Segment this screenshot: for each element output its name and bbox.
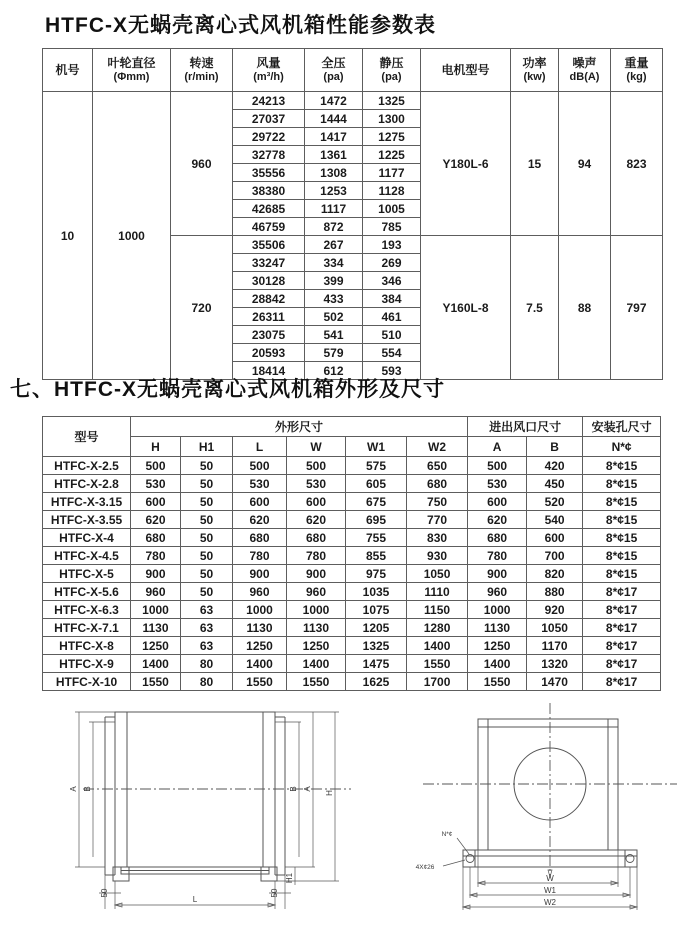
cell: 600 [233,493,287,511]
table-row [43,493,661,511]
cell: 50 [181,457,233,475]
cell: 600 [527,529,583,547]
cell: 500 [131,457,181,475]
cell: 1250 [131,637,181,655]
cell: 399 [305,272,363,290]
cell: 28842 [233,290,305,308]
cell: 1250 [233,637,287,655]
cell: 8*¢15 [583,565,661,583]
cell: 620 [233,511,287,529]
cell: 1400 [287,655,346,673]
cell: 695 [346,511,407,529]
cell: 554 [363,344,421,362]
col-header-W2: W2 [407,437,468,457]
cell-noise: 94 [559,92,611,236]
cell: 830 [407,529,468,547]
table-row [43,583,661,601]
col-header-B: B [527,437,583,457]
cell: 620 [287,511,346,529]
leader-label-hole-size: 4X¢26 [415,864,435,871]
dim-label-50-right: 50 [270,888,279,898]
cell-model: HTFC-X-3.55 [43,511,131,529]
col-header-L: L [233,437,287,457]
cell-model: HTFC-X-10 [43,673,131,691]
table-row [43,673,661,691]
cell: 620 [131,511,181,529]
cell: 1128 [363,182,421,200]
cell-motor-model: Y160L-8 [421,236,511,380]
cell: 50 [181,565,233,583]
cell: 30128 [233,272,305,290]
cell: 1300 [363,110,421,128]
col-header-noise: 噪声 dB(A) [559,49,611,92]
col-header-static-pressure: 静压 (pa) [363,49,421,92]
cell: 650 [407,457,468,475]
cell: 820 [527,565,583,583]
cell: 193 [363,236,421,254]
dim-label-h: H [325,790,334,796]
cell: 1225 [363,146,421,164]
cell: 1050 [407,565,468,583]
cell: 900 [233,565,287,583]
cell: 8*¢15 [583,511,661,529]
cell: 32778 [233,146,305,164]
cell: 770 [407,511,468,529]
cell: 1475 [346,655,407,673]
cell: 750 [407,493,468,511]
cell: 675 [346,493,407,511]
cell: 1400 [233,655,287,673]
cell: 530 [131,475,181,493]
cell: 1110 [407,583,468,601]
cell: 8*¢17 [583,601,661,619]
cell: 50 [181,493,233,511]
dimensions-table-title: 七、HTFC-X无蜗壳离心式风机箱外形及尺寸 [10,378,445,401]
cell-speed: 720 [171,236,233,380]
cell: 46759 [233,218,305,236]
cell: 20593 [233,344,305,362]
cell: 433 [305,290,363,308]
cell: 700 [527,547,583,565]
front-view-labels [416,831,557,907]
cell-machine-no: 10 [43,92,93,380]
side-view-casing [105,712,285,881]
cell: 18414 [233,362,305,380]
cell: 975 [346,565,407,583]
cell: 33247 [233,254,305,272]
cell: 420 [527,457,583,475]
cell: 27037 [233,110,305,128]
cell-model: HTFC-X-2.8 [43,475,131,493]
dim-label-l: L [192,895,198,904]
performance-table-title: HTFC-X无蜗壳离心式风机箱性能参数表 [45,14,436,37]
cell: 1000 [287,601,346,619]
cell: 1130 [287,619,346,637]
table-row [43,565,661,583]
cell: 605 [346,475,407,493]
col-header-air-volume: 风量 (m³/h) [233,49,305,92]
cell-model: HTFC-X-5.6 [43,583,131,601]
cell: 593 [363,362,421,380]
cell: 8*¢17 [583,673,661,691]
cell: 620 [468,511,527,529]
cell: 1150 [407,601,468,619]
cell: 1000 [468,601,527,619]
cell: 920 [527,601,583,619]
table-row [43,457,661,475]
table-row [43,547,661,565]
cell: 8*¢15 [583,529,661,547]
cell: 530 [233,475,287,493]
cell: 8*¢15 [583,547,661,565]
cell: 510 [363,326,421,344]
cell: 267 [305,236,363,254]
table-row [43,601,661,619]
cell: 1005 [363,200,421,218]
cell-power: 7.5 [511,236,559,380]
cell: 334 [305,254,363,272]
cell: 960 [468,583,527,601]
dim-label-h1: H1 [285,872,294,884]
col-group-inlet-outlet-dims: 进出风口尺寸 [468,417,583,437]
cell: 8*¢17 [583,655,661,673]
cell: 1361 [305,146,363,164]
cell: 541 [305,326,363,344]
cell: 600 [287,493,346,511]
cell-model: HTFC-X-4 [43,529,131,547]
cell-model: HTFC-X-2.5 [43,457,131,475]
cell: 900 [468,565,527,583]
cell-model: HTFC-X-6.3 [43,601,131,619]
cell: 384 [363,290,421,308]
cell: 502 [305,308,363,326]
cell: 1417 [305,128,363,146]
col-header-machine-no: 机号 [43,49,93,92]
cell: 880 [527,583,583,601]
cell: 1320 [527,655,583,673]
cell: 63 [181,601,233,619]
col-header-weight: 重量 (kg) [611,49,663,92]
cell: 900 [131,565,181,583]
cell: 269 [363,254,421,272]
performance-header-row [43,49,663,92]
cell: 35506 [233,236,305,254]
cell: 530 [287,475,346,493]
cell: 1050 [527,619,583,637]
col-header-W1: W1 [346,437,407,457]
cell: 1280 [407,619,468,637]
cell-weight: 797 [611,236,663,380]
cell: 1205 [346,619,407,637]
cell-noise: 88 [559,236,611,380]
cell: 1400 [131,655,181,673]
table-row [43,655,661,673]
cell: 1250 [468,637,527,655]
cell: 755 [346,529,407,547]
cell: 1130 [233,619,287,637]
table-row [43,637,661,655]
cell: 63 [181,637,233,655]
cell: 1625 [346,673,407,691]
cell: 680 [233,529,287,547]
cell: 612 [305,362,363,380]
cell: 450 [527,475,583,493]
cell: 1130 [468,619,527,637]
cell: 42685 [233,200,305,218]
cell-model: HTFC-X-5 [43,565,131,583]
cell: 575 [346,457,407,475]
col-header-W: W [287,437,346,457]
col-header-H1: H1 [181,437,233,457]
cell: 855 [346,547,407,565]
cell: 600 [468,493,527,511]
cell: 780 [287,547,346,565]
front-view-diagram [395,697,685,925]
cell-impeller-diameter: 1000 [93,92,171,380]
col-header-motor-model: 电机型号 [421,49,511,92]
cell: 1130 [131,619,181,637]
cell-model: HTFC-X-4.5 [43,547,131,565]
cell: 1170 [527,637,583,655]
cell: 1550 [131,673,181,691]
cell: 680 [287,529,346,547]
cell-speed: 960 [171,92,233,236]
cell-weight: 823 [611,92,663,236]
cell: 1470 [527,673,583,691]
cell: 1000 [233,601,287,619]
cell: 600 [131,493,181,511]
cell: 1177 [363,164,421,182]
cell: 1400 [468,655,527,673]
col-header-model: 型号 [43,417,131,457]
leader-label-n-phi: N*¢ [441,831,453,838]
col-header-speed: 转速 (r/min) [171,49,233,92]
cell: 1275 [363,128,421,146]
cell: 8*¢15 [583,493,661,511]
cell: 680 [407,475,468,493]
side-view-labels [69,786,334,904]
cell: 1444 [305,110,363,128]
cell: 780 [233,547,287,565]
cell: 346 [363,272,421,290]
dim-label-50-left: 50 [100,888,109,898]
cell-model: HTFC-X-8 [43,637,131,655]
performance-table [42,48,663,380]
cell: 23075 [233,326,305,344]
cell-motor-model: Y180L-6 [421,92,511,236]
cell: 8*¢17 [583,619,661,637]
col-header-power: 功率 (kw) [511,49,559,92]
cell: 680 [468,529,527,547]
cell: 1253 [305,182,363,200]
cell: 780 [131,547,181,565]
dim-label-a-left: A [69,786,78,792]
cell: 8*¢17 [583,637,661,655]
cell: 680 [131,529,181,547]
table-row [43,619,661,637]
cell: 960 [131,583,181,601]
cell: 1550 [468,673,527,691]
col-header-A: A [468,437,527,457]
side-view-diagram [55,697,365,925]
table-row [43,529,661,547]
dim-label-w: W [546,874,554,883]
cell: 520 [527,493,583,511]
cell: 500 [233,457,287,475]
cell: 872 [305,218,363,236]
cell: 500 [468,457,527,475]
cell: 63 [181,619,233,637]
dim-label-b-right: B [289,786,298,792]
cell: 1550 [407,655,468,673]
cell: 1000 [131,601,181,619]
col-header-H: H [131,437,181,457]
cell: 461 [363,308,421,326]
cell: 960 [233,583,287,601]
cell: 26311 [233,308,305,326]
col-header-total-pressure: 全压 (pa) [305,49,363,92]
col-group-outline-dims: 外形尺寸 [131,417,468,437]
cell: 80 [181,673,233,691]
cell: 1472 [305,92,363,110]
cell: 8*¢15 [583,457,661,475]
cell: 1550 [233,673,287,691]
cell: 8*¢15 [583,475,661,493]
cell-model: HTFC-X-7.1 [43,619,131,637]
cell: 50 [181,529,233,547]
cell: 530 [468,475,527,493]
dimensions-table [42,416,661,691]
cell: 24213 [233,92,305,110]
cell: 785 [363,218,421,236]
cell: 1117 [305,200,363,218]
col-header-N-phi: N*¢ [583,437,661,457]
cell: 38380 [233,182,305,200]
dimensions-header-row-2 [43,437,661,457]
cell-power: 15 [511,92,559,236]
cell: 1075 [346,601,407,619]
cell: 35556 [233,164,305,182]
cell: 540 [527,511,583,529]
dim-label-a-right: A [303,786,312,792]
cell: 579 [305,344,363,362]
cell: 50 [181,475,233,493]
cell: 930 [407,547,468,565]
centerlines [423,703,677,877]
cell: 900 [287,565,346,583]
table-row [43,475,661,493]
cell: 1700 [407,673,468,691]
dimensions-header-row-1 [43,417,661,437]
cell: 780 [468,547,527,565]
cell: 1325 [346,637,407,655]
cell: 960 [287,583,346,601]
cell: 50 [181,511,233,529]
cell-model: HTFC-X-3.15 [43,493,131,511]
cell: 1550 [287,673,346,691]
cell: 50 [181,547,233,565]
cell: 1400 [407,637,468,655]
table-row [43,511,661,529]
col-group-mounting-hole-dims: 安装孔尺寸 [583,417,661,437]
cell: 80 [181,655,233,673]
cell: 1250 [287,637,346,655]
table-row [43,92,663,110]
cell-model: HTFC-X-9 [43,655,131,673]
cell: 1308 [305,164,363,182]
cell: 29722 [233,128,305,146]
cell: 50 [181,583,233,601]
dim-label-w1: W1 [544,886,556,895]
cell: 1035 [346,583,407,601]
cell: 500 [287,457,346,475]
col-header-impeller-diameter: 叶轮直径 (Φmm) [93,49,171,92]
dim-label-w2: W2 [544,898,556,907]
dim-label-b-left: B [83,786,92,792]
cell: 8*¢17 [583,583,661,601]
cell: 1325 [363,92,421,110]
